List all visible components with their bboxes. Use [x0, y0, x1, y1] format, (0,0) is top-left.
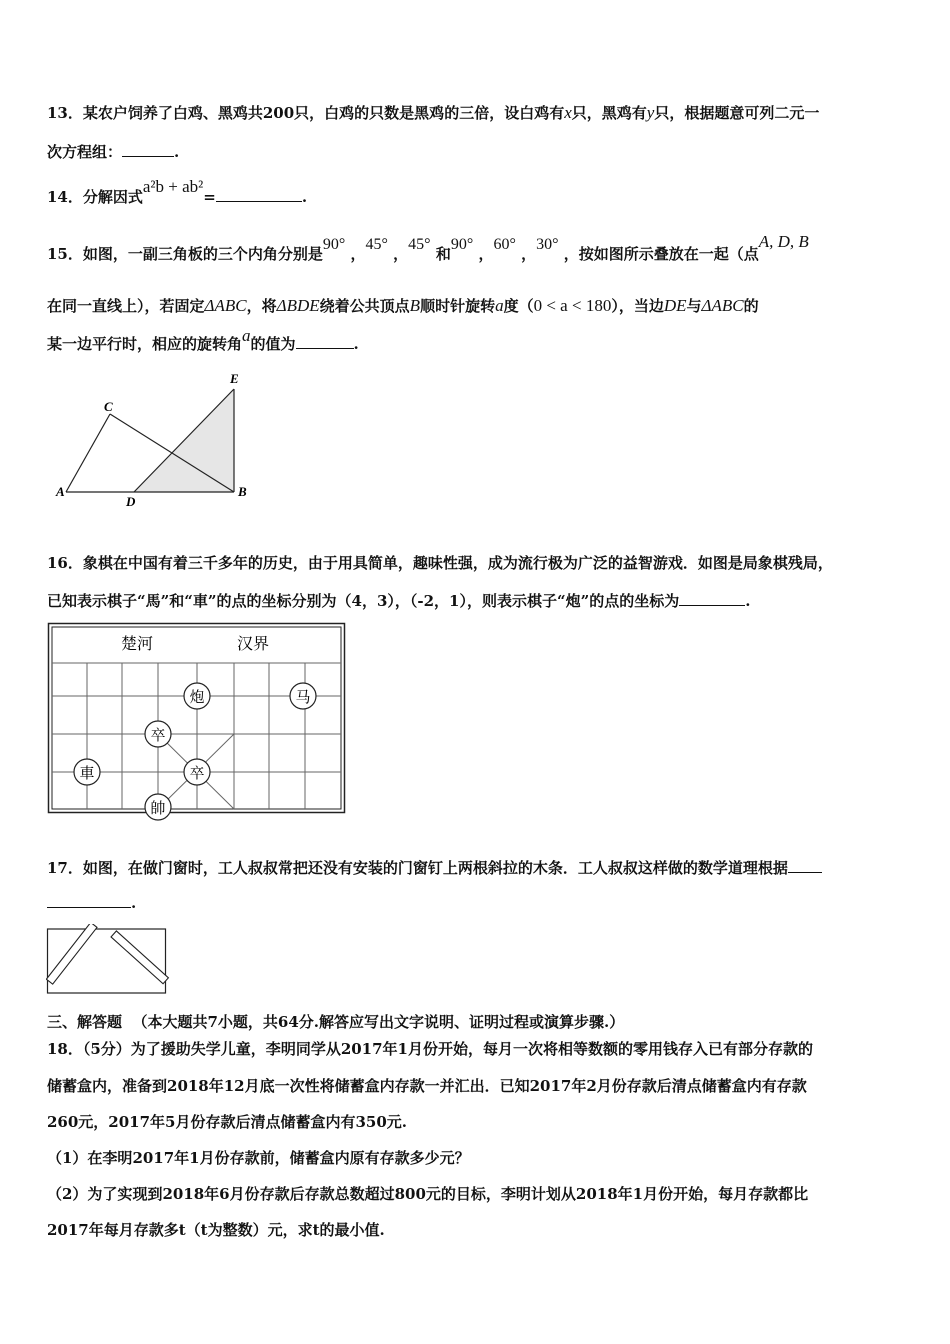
svg-text:卒: 卒: [189, 766, 205, 782]
q18-sub1: （1）在李明2017年1月份存款前，储蓄盒内原有存款多少元？: [47, 1149, 470, 1167]
q18-line3: 260元，2017年5月份存款后清点储蓄盒内有350元.: [47, 1113, 408, 1131]
answer-blank: [47, 893, 131, 908]
q13-line1: 13．某农户饲养了白鸡、黑鸡共200只，白鸡的只数是黑鸡的三倍，设白鸡有x只，黑鸡有y只，根据题意可列二元一: [47, 103, 820, 122]
q14-line: 14．分解因式a²b + ab²= .: [47, 177, 308, 206]
piece-che: [74, 759, 100, 785]
q15-line2: 在同一直线上），若固定ΔABC，将ΔBDE绕着公共顶点B顺时针旋转a度（0 < a < 180），当边DE与ΔABC的: [47, 296, 759, 315]
q16-line2: 已知表示棋子“馬”和“車”的点的坐标分别为（4，3），（-2，1），则表示棋子“炮”的点的坐标为 .: [47, 592, 751, 610]
answer-blank: [296, 334, 354, 349]
line-ac: [66, 414, 110, 492]
window-frame-figure: [46, 924, 178, 996]
answer-blank: [788, 858, 822, 873]
river-left-label: 楚河: [121, 636, 154, 653]
river-right-label: 汉界: [237, 636, 270, 653]
answer-blank: [216, 187, 302, 202]
label-a: A: [56, 484, 65, 499]
q18-line1: 18．（5分）为了援助失学儿童，李明同学从2017年1月份开始，每月一次将相等数额的零用钱存入已有部分存款的: [47, 1040, 814, 1058]
piece-shuai: [145, 794, 171, 820]
triangle-figure: [48, 365, 268, 510]
svg-text:卒: 卒: [150, 728, 166, 744]
svg-text:帥: 帥: [150, 801, 166, 817]
q17-line1: 17．如图，在做门窗时，工人叔叔常把还没有安装的门窗钉上两根斜拉的木条．工人叔叔这样做的数学道理根据: [47, 857, 822, 878]
q13-line2: 次方程组： .: [47, 143, 180, 161]
label-d: D: [126, 494, 136, 509]
q18-sub2: （2）为了实现到2018年6月份存款后存款总数超过800元的目标，李明计划从2018年1月份开始，每月存款都比: [47, 1185, 809, 1203]
q15-line1: 15．如图，一副三角板的三个内角分别是90° ，45° ，45° 和90° ，60° ，30° ，按如图所示叠放在一起（点A, D, B: [47, 232, 809, 263]
label-c: C: [104, 399, 113, 414]
svg-text:車: 車: [79, 766, 95, 782]
q15-line3: 某一边平行时，相应的旋转角a的值为 .: [47, 326, 359, 353]
q17-line2: .: [47, 893, 136, 912]
q18-line2: 储蓄盒内，准备到2018年12月底一次性将储蓄盒内存款一并汇出．已知2017年2月份存款后清点储蓄盒内有存款: [47, 1077, 807, 1095]
q16-line1: 16．象棋在中国有着三千多年的历史，由于用具简单，趣味性强，成为流行极为广泛的益智游戏．如图是局象棋残局，: [47, 554, 833, 572]
answer-blank: [122, 142, 174, 157]
q18-sub2-cont: 2017年每月存款多t（t为整数）元，求t的最小值.: [47, 1221, 385, 1239]
piece-pao: [184, 683, 210, 709]
label-e: E: [230, 371, 239, 386]
label-b: B: [238, 484, 247, 499]
piece-zu-upper: [145, 721, 171, 747]
piece-ma: [290, 683, 316, 709]
section-three-heading: 三、解答题 （本大题共7小题，共64分.解答应写出文字说明、证明过程或演算步骤.）: [47, 1013, 625, 1031]
piece-zu-lower: [184, 759, 210, 785]
svg-text:马: 马: [295, 690, 311, 706]
chess-board-figure: [47, 622, 349, 822]
q14-expression: a²b + ab²: [142, 177, 204, 196]
answer-blank: [679, 591, 745, 606]
svg-text:炮: 炮: [189, 690, 205, 706]
